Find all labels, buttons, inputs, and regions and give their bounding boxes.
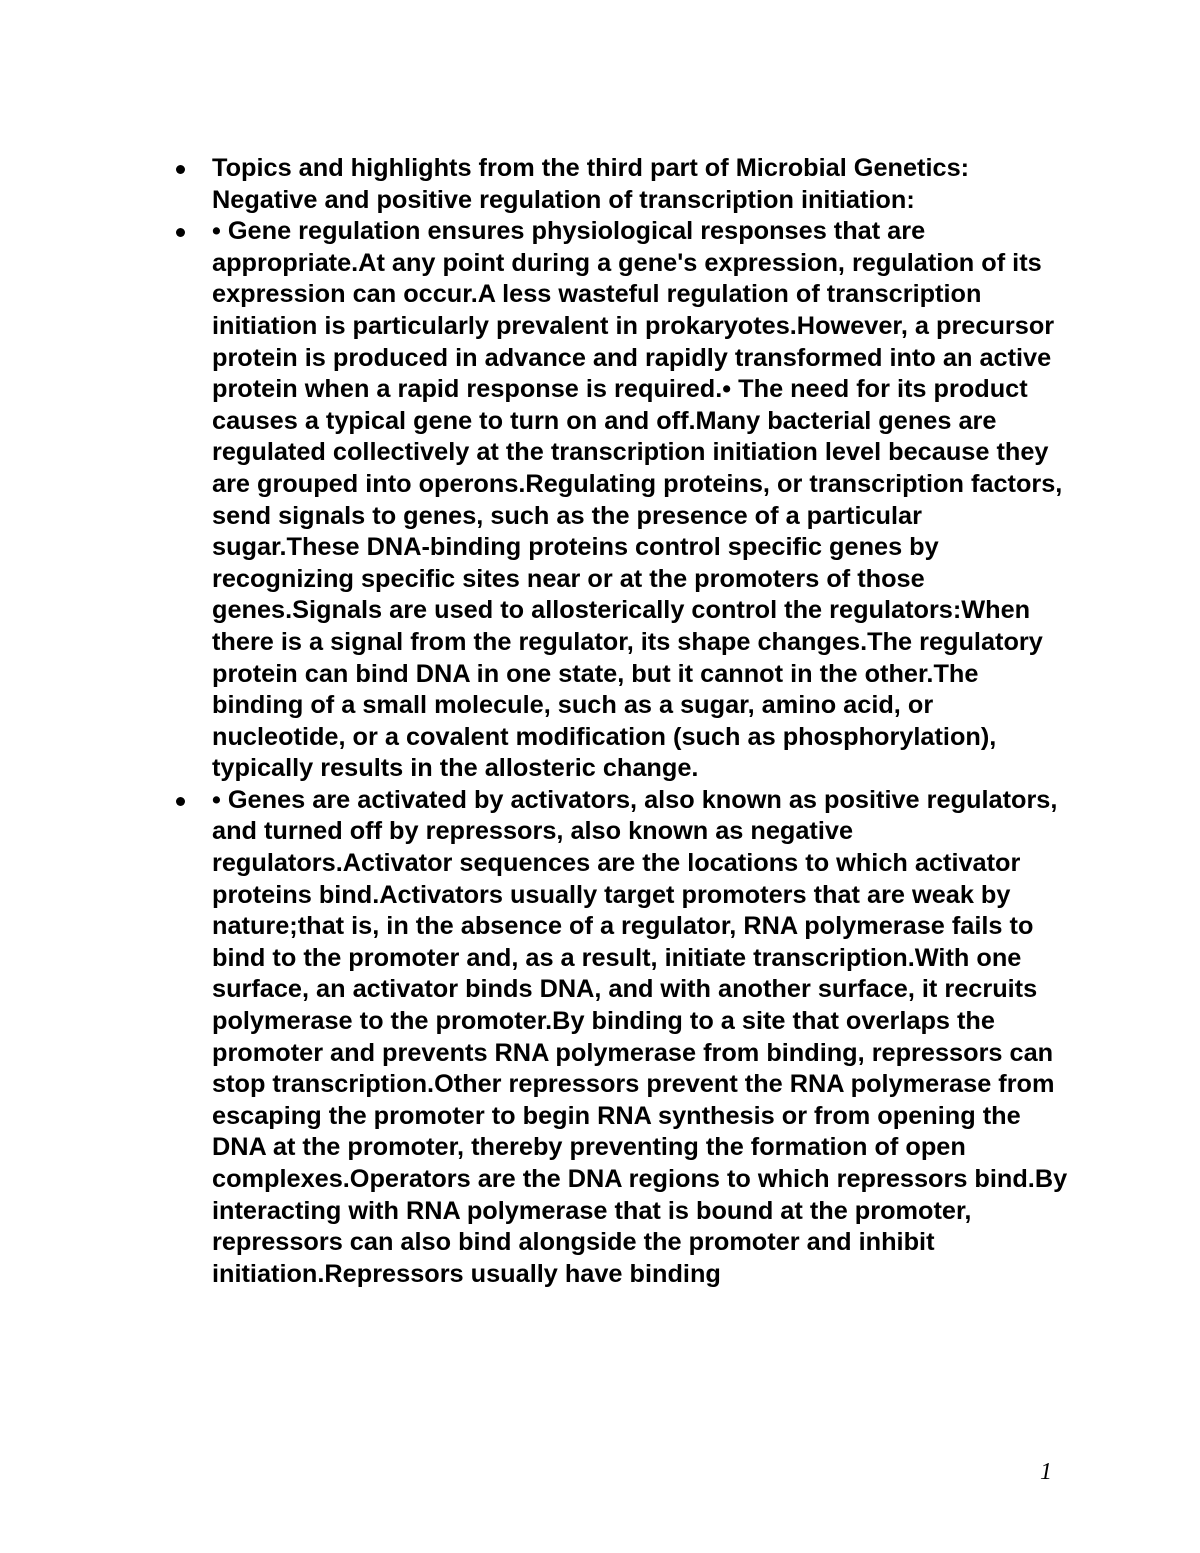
list-item (172, 216, 1072, 785)
bullet-list (172, 153, 1072, 1290)
list-item-text: Topics and highlights from the third part of Microbial Genetics: Negative and positive regulation of transcription initiation: (212, 154, 970, 214)
bullet-dot-icon (176, 165, 185, 174)
bullet-dot-icon (176, 228, 185, 237)
list-item (172, 785, 1072, 1291)
list-item-text: • Gene regulation ensures physiological responses that are appropriate.At any point during a gene's expression, regulation of its expression can occur.A less wasteful regulation of transcription initiation is particularly prevalent in prokaryotes.However, a precursor protein is produced in advance and rapidly transformed into an active protein when a rapid response is required.• The need for its product causes a typical gene to turn on and off.Many bacterial genes are regulated collectively at the transcription initiation level because they are grouped into operons.Regulating proteins, or transcription factors, send signals to genes, such as the presence of a particular sugar.These DNA-binding proteins control specific genes by recognizing specific sites near or at the promoters of those genes.Signals are used to allosterically control the regulators:When there is a signal from the regulator, its shape changes.The regulatory protein can bind DNA in one state, but it cannot in the other.The binding of a small molecule, such as a sugar, amino acid, or nucleotide, or a covalent modification (such as phosphorylation), typically results in the allosteric change. (212, 217, 1063, 783)
page-number: 1 (1040, 1459, 1052, 1485)
list-item (172, 153, 1072, 216)
bullet-dot-icon (176, 797, 185, 806)
list-item-text: • Genes are activated by activators, also known as positive regulators, and turned off by repressors, also known as negative regulators.Activator sequences are the locations to which activator proteins bind.Activators usually target promoters that are weak by nature;that is, in the absence of a regulator, RNA polymerase fails to bind to the promoter and, as a result, initiate transcription.With one surface, an activator binds DNA, and with another surface, it recruits polymerase to the promoter.By binding to a site that overlaps the promoter and prevents RNA polymerase from binding, repressors can stop transcription.Other repressors prevent the RNA polymerase from escaping the promoter to begin RNA synthesis or from opening the DNA at the promoter, thereby preventing the formation of open complexes.Operators are the DNA regions to which repressors bind.By interacting with RNA polymerase that is bound at the promoter, repressors can also bind alongside the promoter and inhibit initiation.Repressors usually have binding (212, 785, 1068, 1288)
